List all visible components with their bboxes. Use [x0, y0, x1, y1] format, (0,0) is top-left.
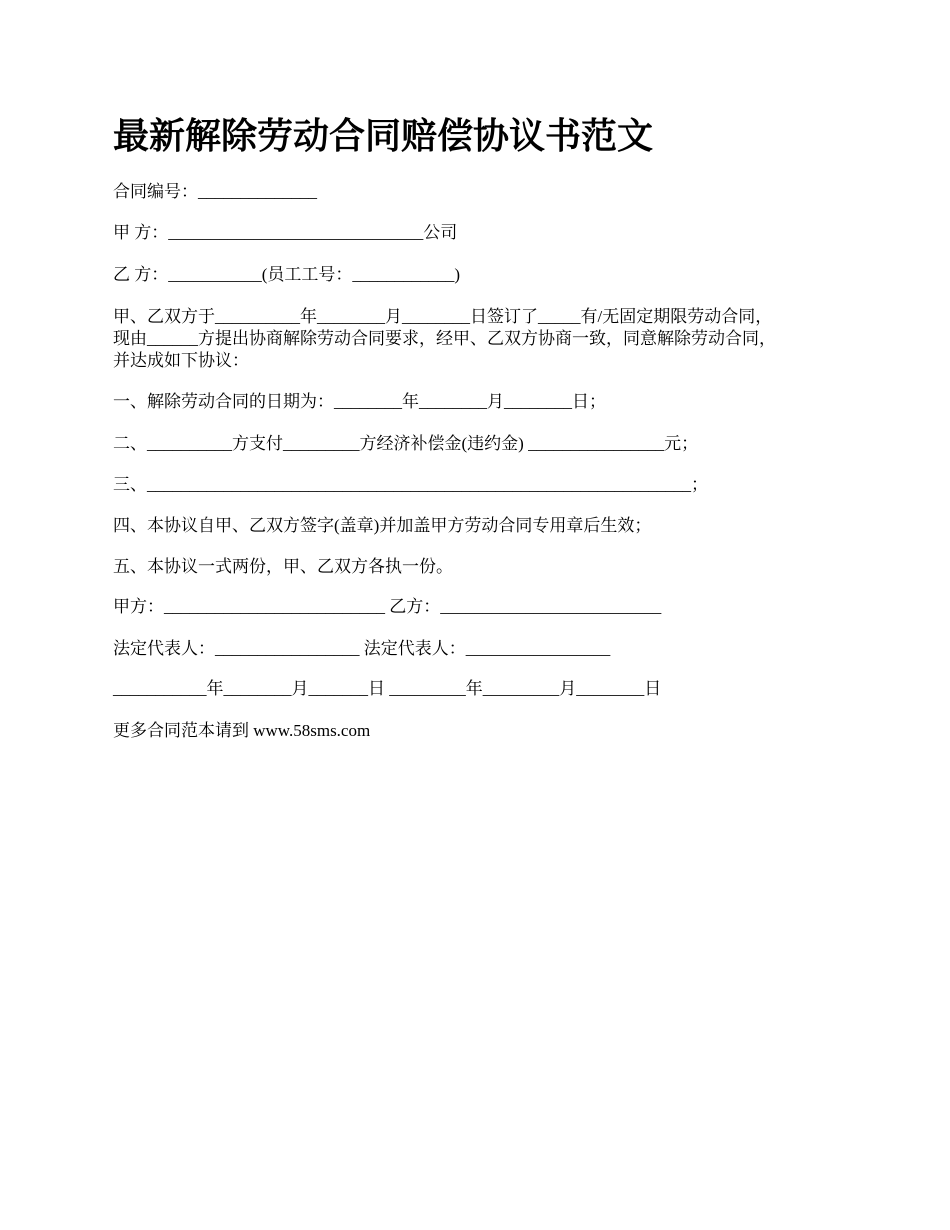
- clause-5: 五、本协议一式两份，甲、乙双方各执一份。: [113, 557, 453, 576]
- intro-line-2: 现由______方提出协商解除劳动合同要求，经甲、乙双方协商一致，同意解除劳动合同，: [113, 329, 776, 348]
- signature-dates-line: ___________年________月_______日 _________年_________月________日: [113, 679, 662, 698]
- signature-parties-line: 甲方：__________________________ 乙方：__________________________: [113, 597, 662, 616]
- clause-3: 三、________________________________________________________________；: [113, 475, 708, 494]
- contract-number-line: 合同编号：______________: [113, 182, 317, 201]
- intro-line-1: 甲、乙双方于__________年________月________日签订了_____有/无固定期限劳动合同，: [113, 307, 773, 326]
- document-title: 最新解除劳动合同赔偿协议书范文: [113, 116, 654, 156]
- intro-line-3: 并达成如下协议：: [113, 351, 249, 370]
- clause-4: 四、本协议自甲、乙双方签字(盖章)并加盖甲方劳动合同专用章后生效；: [113, 516, 652, 535]
- party-b-line: 乙 方：___________(员工工号：____________): [113, 265, 461, 284]
- party-a-line: 甲 方：______________________________公司: [113, 223, 458, 242]
- footer-link-text: 更多合同范本请到 www.58sms.com: [113, 721, 371, 740]
- intro-paragraph: [113, 306, 841, 372]
- clause-1: 一、解除劳动合同的日期为：________年________月________日；: [113, 392, 606, 411]
- clause-2: 二、__________方支付_________方经济补偿金(违约金) ________________元；: [113, 434, 699, 453]
- signature-representatives-line: 法定代表人：_________________ 法定代表人：_________________: [113, 639, 611, 658]
